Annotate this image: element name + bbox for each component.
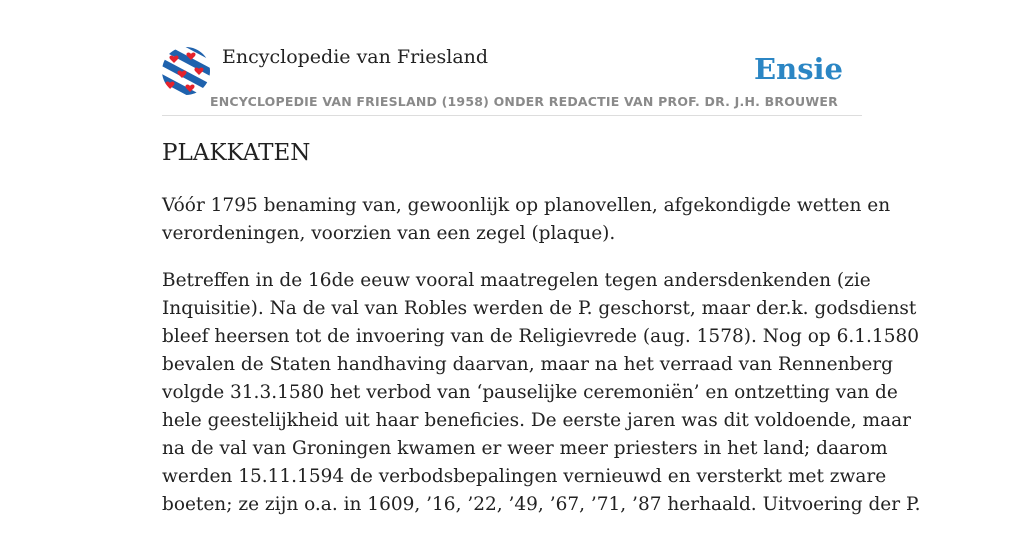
- text-line: Inquisitie). Na de val van Robles werden de P. geschorst, maar der.k. godsdienst: [162, 298, 917, 319]
- text-line: bleef heersen tot de invoering van de Religievrede (aug. 1578). Nog op 6.1.1580: [162, 326, 920, 347]
- article-paragraph: [162, 192, 891, 248]
- text-line: hele geestelijkheid uit haar beneficies. De eerste jaren was dit voldoende, maar: [162, 410, 911, 431]
- site-title-link[interactable]: Encyclopedie van Friesland: [222, 46, 489, 68]
- text-line: boeten; ze zijn o.a. in 1609, ’16, ’22, ’49, ’67, ’71, ’87 herhaald. Uitvoering der P.: [162, 494, 921, 515]
- article-title: PLAKKATEN: [162, 140, 311, 166]
- text-line: werden 15.11.1594 de verbodsbepalingen vernieuwd en versterkt met zware: [162, 466, 887, 487]
- encyclopedia-subtitle: ENCYCLOPEDIE VAN FRIESLAND (1958) ONDER REDACTIE VAN PROF. DR. J.H. BROUWER: [210, 94, 838, 109]
- text-line: Betreffen in de 16de eeuw vooral maatregelen tegen andersdenkenden (zie: [162, 270, 871, 291]
- ensie-logo-link[interactable]: Ensie: [754, 52, 843, 86]
- text-line: verordeningen, voorzien van een zegel (plaque).: [162, 223, 616, 244]
- frisian-flag-icon[interactable]: [162, 47, 210, 95]
- article-paragraph: [162, 267, 921, 519]
- text-line: bevalen de Staten handhaving daarvan, maar na het verraad van Rennenberg: [162, 354, 893, 375]
- text-line: na de val van Groningen kwamen er weer meer priesters in het land; daarom: [162, 438, 888, 459]
- article-body: [162, 192, 921, 538]
- text-line: Vóór 1795 benaming van, gewoonlijk op planovellen, afgekondigde wetten en: [162, 195, 891, 216]
- text-line: volgde 31.3.1580 het verbod van ‘pauselijke ceremoniën’ en ontzetting van de: [162, 382, 898, 403]
- header-divider: [162, 115, 862, 116]
